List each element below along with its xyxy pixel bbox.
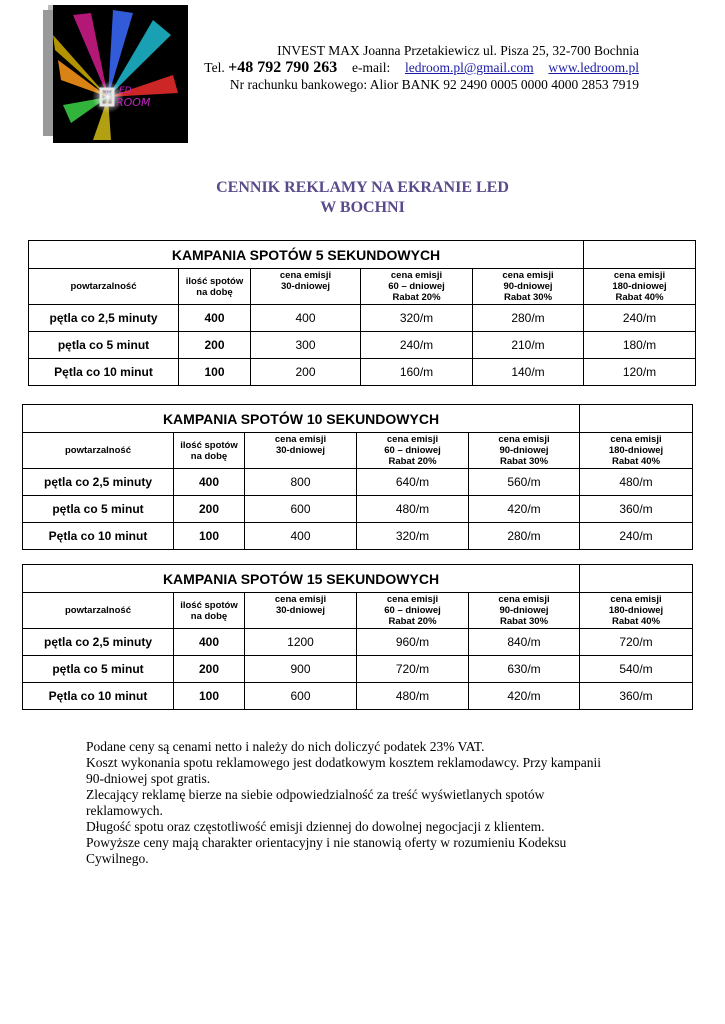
col-header-price-180 bbox=[580, 433, 693, 469]
phone-number: +48 792 790 263 bbox=[228, 59, 338, 76]
price-60: 320/m bbox=[361, 305, 473, 332]
col-header-count-line: ilość spotów bbox=[185, 275, 244, 287]
table-row bbox=[23, 469, 693, 496]
col-header-price-180-line: 180-dniowej bbox=[608, 445, 664, 456]
price-30: 600 bbox=[245, 683, 357, 710]
price-30: 400 bbox=[245, 523, 357, 550]
row-label: pętla co 2,5 minuty bbox=[23, 469, 174, 496]
price-30: 1200 bbox=[245, 629, 357, 656]
company-logo bbox=[53, 5, 188, 143]
table-row bbox=[23, 656, 693, 683]
col-header-price-90-line: 90-dniowej bbox=[503, 281, 553, 292]
spot-count: 400 bbox=[179, 305, 251, 332]
website-link[interactable]: www.ledroom.pl bbox=[548, 60, 639, 75]
col-header-price-90 bbox=[473, 269, 584, 305]
price-60: 960/m bbox=[357, 629, 469, 656]
col-header-price-180-line: 180-dniowej bbox=[612, 281, 667, 292]
note-responsibility: Zlecający reklamę bierze na siebie odpowiedzialność za treść wyświetlanych spotów reklamowych. bbox=[86, 787, 545, 818]
page-title bbox=[0, 178, 725, 218]
price-90: 210/m bbox=[473, 332, 584, 359]
price-180: 480/m bbox=[580, 469, 693, 496]
col-header-price-60 bbox=[357, 433, 469, 469]
price-table bbox=[22, 404, 693, 550]
spot-count: 400 bbox=[174, 469, 245, 496]
note-negotiation: Długość spotu oraz częstotliwość emisji dziennej do dowolnej negocjacji z klientem. bbox=[86, 819, 545, 834]
row-label: pętla co 5 minut bbox=[23, 656, 174, 683]
col-header-price-180-line: 180-dniowej bbox=[608, 605, 664, 616]
price-30: 300 bbox=[251, 332, 361, 359]
price-30: 900 bbox=[245, 656, 357, 683]
table-row bbox=[23, 523, 693, 550]
price-90: 280/m bbox=[469, 523, 580, 550]
col-header-price-90-line: cena emisji bbox=[498, 434, 550, 445]
spot-count: 200 bbox=[174, 656, 245, 683]
price-60: 480/m bbox=[357, 683, 469, 710]
col-header-price-60-line: cena emisji bbox=[390, 270, 443, 281]
col-header-price-180-line: Rabat 40% bbox=[611, 616, 661, 627]
col-header-price-180-line: cena emisji bbox=[610, 434, 662, 445]
col-header-frequency: powtarzalność bbox=[23, 593, 174, 629]
col-header-count-line: na dobę bbox=[190, 450, 228, 462]
col-header-price-60-line: Rabat 20% bbox=[388, 456, 437, 467]
price-30: 400 bbox=[251, 305, 361, 332]
price-90: 140/m bbox=[473, 359, 584, 386]
col-header-price-90-line: cena emisji bbox=[502, 270, 554, 281]
empty-cell bbox=[580, 565, 693, 593]
col-header-price-30 bbox=[245, 433, 357, 469]
col-header-price-180 bbox=[584, 269, 696, 305]
col-header-price-30 bbox=[245, 593, 357, 629]
col-header-price-30-line: cena emisji bbox=[274, 594, 327, 605]
spot-count: 200 bbox=[174, 496, 245, 523]
col-header-count bbox=[179, 269, 251, 305]
title-line-2: W BOCHNI bbox=[320, 199, 405, 216]
col-header-price-90-line: Rabat 30% bbox=[503, 292, 553, 303]
price-180: 360/m bbox=[580, 496, 693, 523]
price-90: 560/m bbox=[469, 469, 580, 496]
col-header-price-60-line: 60 – dniowej bbox=[388, 281, 445, 292]
col-header-count-line: ilość spotów bbox=[180, 439, 238, 451]
price-180: 180/m bbox=[584, 332, 696, 359]
price-90: 280/m bbox=[473, 305, 584, 332]
col-header-price-60 bbox=[357, 593, 469, 629]
col-header-price-180 bbox=[580, 593, 693, 629]
price-30: 200 bbox=[251, 359, 361, 386]
table-row bbox=[23, 629, 693, 656]
col-header-frequency: powtarzalność bbox=[29, 269, 179, 305]
company-header bbox=[204, 42, 639, 93]
note-production-cost: Koszt wykonania spotu reklamowego jest dodatkowym kosztem reklamodawcy. Przy kampanii 90-dniowej spot gratis. bbox=[86, 755, 602, 786]
col-header-price-60-line: 60 – dniowej bbox=[384, 605, 441, 616]
price-90: 630/m bbox=[469, 656, 580, 683]
price-60: 640/m bbox=[357, 469, 469, 496]
price-90: 420/m bbox=[469, 496, 580, 523]
row-label: Pętla co 10 minut bbox=[23, 523, 174, 550]
svg-text:ROOM: ROOM bbox=[116, 96, 151, 109]
table-row bbox=[23, 683, 693, 710]
spot-count: 100 bbox=[179, 359, 251, 386]
spot-count: 200 bbox=[179, 332, 251, 359]
col-header-price-30-line: cena emisji bbox=[274, 434, 327, 445]
price-180: 120/m bbox=[584, 359, 696, 386]
price-60: 160/m bbox=[361, 359, 473, 386]
col-header-price-90-line: cena emisji bbox=[498, 594, 550, 605]
col-header-count-line: na dobę bbox=[190, 610, 228, 622]
note-disclaimer: Powyższe ceny mają charakter orientacyjny i nie stanowią oferty w rozumieniu Kodeksu Cywilnego. bbox=[86, 835, 567, 866]
price-30: 800 bbox=[245, 469, 357, 496]
campaign-title: KAMPANIA SPOTÓW 10 SEKUNDOWYCH bbox=[23, 405, 580, 433]
bank-account: Nr rachunku bankowego: Alior BANK 92 2490 0005 0000 4000 2853 7919 bbox=[229, 77, 639, 92]
price-table bbox=[22, 564, 693, 710]
price-180: 240/m bbox=[584, 305, 696, 332]
price-60: 720/m bbox=[357, 656, 469, 683]
row-label: pętla co 2,5 minuty bbox=[29, 305, 179, 332]
table-row bbox=[29, 305, 696, 332]
spot-count: 100 bbox=[174, 683, 245, 710]
price-180: 360/m bbox=[580, 683, 693, 710]
col-header-price-60-line: Rabat 20% bbox=[392, 292, 441, 303]
price-180: 720/m bbox=[580, 629, 693, 656]
light-burst-icon bbox=[53, 5, 188, 143]
email-link[interactable]: ledroom.pl@gmail.com bbox=[404, 60, 534, 75]
col-header-price-60 bbox=[361, 269, 473, 305]
row-label: pętla co 5 minut bbox=[29, 332, 179, 359]
notes bbox=[86, 739, 616, 867]
note-vat: Podane ceny są cenami netto i należy do nich doliczyć podatek 23% VAT. bbox=[86, 739, 485, 754]
spot-count: 400 bbox=[174, 629, 245, 656]
col-header-price-30-line: 30-dniowej bbox=[275, 605, 326, 616]
company-name: INVEST MAX Joanna Przetakiewicz ul. Pisza 25, 32-700 Bochnia bbox=[277, 43, 639, 58]
col-header-count-line: ilość spotów bbox=[180, 599, 238, 611]
price-30: 600 bbox=[245, 496, 357, 523]
col-header-price-60-line: 60 – dniowej bbox=[384, 445, 441, 456]
col-header-price-30-line: 30-dniowej bbox=[275, 445, 326, 456]
row-label: pętla co 2,5 minuty bbox=[23, 629, 174, 656]
price-60: 320/m bbox=[357, 523, 469, 550]
col-header-count bbox=[174, 433, 245, 469]
col-header-count bbox=[174, 593, 245, 629]
row-label: Pętla co 10 minut bbox=[29, 359, 179, 386]
spot-count: 100 bbox=[174, 523, 245, 550]
col-header-price-180-line: cena emisji bbox=[610, 594, 662, 605]
campaign-title: KAMPANIA SPOTÓW 5 SEKUNDOWYCH bbox=[29, 241, 584, 269]
price-90: 840/m bbox=[469, 629, 580, 656]
price-180: 240/m bbox=[580, 523, 693, 550]
empty-cell bbox=[584, 241, 696, 269]
col-header-count-line: na dobę bbox=[196, 286, 233, 298]
price-table bbox=[28, 240, 696, 386]
col-header-price-180-line: Rabat 40% bbox=[615, 292, 664, 303]
col-header-price-90-line: 90-dniowej bbox=[499, 605, 549, 616]
col-header-frequency: powtarzalność bbox=[23, 433, 174, 469]
price-180: 540/m bbox=[580, 656, 693, 683]
col-header-price-180-line: cena emisji bbox=[613, 270, 666, 281]
table-row bbox=[23, 496, 693, 523]
title-line-1: CENNIK REKLAMY NA EKRANIE LED bbox=[216, 179, 509, 196]
col-header-price-30 bbox=[251, 269, 361, 305]
col-header-price-90 bbox=[469, 433, 580, 469]
table-row bbox=[29, 359, 696, 386]
col-header-price-90-line: Rabat 30% bbox=[499, 456, 549, 467]
col-header-price-90 bbox=[469, 593, 580, 629]
empty-cell bbox=[580, 405, 693, 433]
table-row bbox=[29, 332, 696, 359]
col-header-price-30-line: cena emisji bbox=[279, 270, 332, 281]
row-label: pętla co 5 minut bbox=[23, 496, 174, 523]
svg-text:ED: ED bbox=[119, 86, 132, 96]
campaign-title: KAMPANIA SPOTÓW 15 SEKUNDOWYCH bbox=[23, 565, 580, 593]
tel-label: Tel. bbox=[204, 60, 225, 75]
col-header-price-60-line: cena emisji bbox=[386, 594, 439, 605]
col-header-price-90-line: Rabat 30% bbox=[499, 616, 549, 627]
row-label: Pętla co 10 minut bbox=[23, 683, 174, 710]
price-60: 240/m bbox=[361, 332, 473, 359]
price-60: 480/m bbox=[357, 496, 469, 523]
col-header-price-90-line: 90-dniowej bbox=[499, 445, 549, 456]
price-90: 420/m bbox=[469, 683, 580, 710]
col-header-price-30-line: 30-dniowej bbox=[280, 281, 331, 292]
col-header-price-60-line: Rabat 20% bbox=[388, 616, 437, 627]
col-header-price-60-line: cena emisji bbox=[386, 434, 439, 445]
col-header-price-180-line: Rabat 40% bbox=[611, 456, 661, 467]
email-label: e-mail: bbox=[351, 60, 391, 75]
